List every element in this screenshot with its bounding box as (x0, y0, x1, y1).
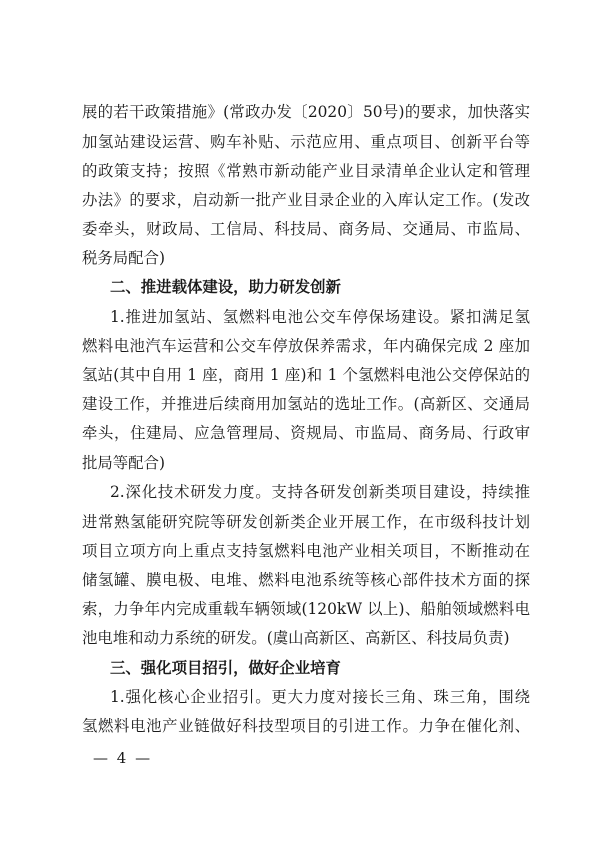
text-line: 池电堆和动力系统的研发。(虞山高新区、高新区、科技局负责) (82, 629, 510, 647)
text-line: 索，力争年内完成重载车辆领域(120kW 以上)、船舶领域燃料电 (82, 600, 530, 618)
text-line: 进常熟氢能研究院等研发创新类企业开展工作，在市级科技计划 (82, 513, 530, 531)
text-line: 展的若干政策措施》(常政办发〔2020〕50号)的要求，加快落实 (82, 103, 530, 121)
text-line: 燃料电池汽车运营和公交车停放保养需求，年内确保完成 2 座加 (82, 337, 530, 355)
text-line: 氢站(其中自用 1 座，商用 1 座)和 1 个氢燃料电池公交停保站的 (82, 366, 530, 384)
text-line: 批局等配合) (82, 454, 165, 472)
text-line: 加氢站建设运营、购车补贴、示范应用、重点项目、创新平台等 (82, 133, 530, 151)
text-line: 1.强化核心企业招引。更大力度对接长三角、珠三角，围绕 (110, 688, 530, 706)
section-heading: 三、强化项目招引，做好企业培育 (110, 659, 341, 677)
text-line: 税务局配合) (82, 249, 165, 267)
text-line: 建设工作，并推进后续商用加氢站的选址工作。(高新区、交通局 (82, 395, 530, 413)
text-line: 项目立项方向上重点支持氢燃料电池产业相关项目，不断推动在 (82, 542, 530, 560)
text-line: 储氢罐、膜电极、电堆、燃料电池系统等核心部件技术方面的探 (82, 571, 530, 589)
section-heading: 二、推进载体建设，助力研发创新 (110, 278, 341, 296)
text-line: 的政策支持；按照《常熟市新动能产业目录清单企业认定和管理 (82, 162, 530, 180)
text-line: 牵头，住建局、应急管理局、资规局、市监局、商务局、行政审 (82, 424, 530, 442)
text-line: 氢燃料电池产业链做好科技型项目的引进工作。力争在催化剂、 (82, 717, 530, 735)
text-line: 办法》的要求，启动新一批产业目录企业的入库认定工作。(发改 (82, 191, 530, 209)
text-line: 1.推进加氢站、氢燃料电池公交车停保场建设。紧扣满足氢 (110, 308, 530, 326)
text-line: 2.深化技术研发力度。支持各研发创新类项目建设，持续推 (110, 483, 530, 501)
text-line: 委牵头，财政局、工信局、科技局、商务局、交通局、市监局、 (82, 220, 530, 238)
page-number: — 4 — (93, 749, 153, 767)
